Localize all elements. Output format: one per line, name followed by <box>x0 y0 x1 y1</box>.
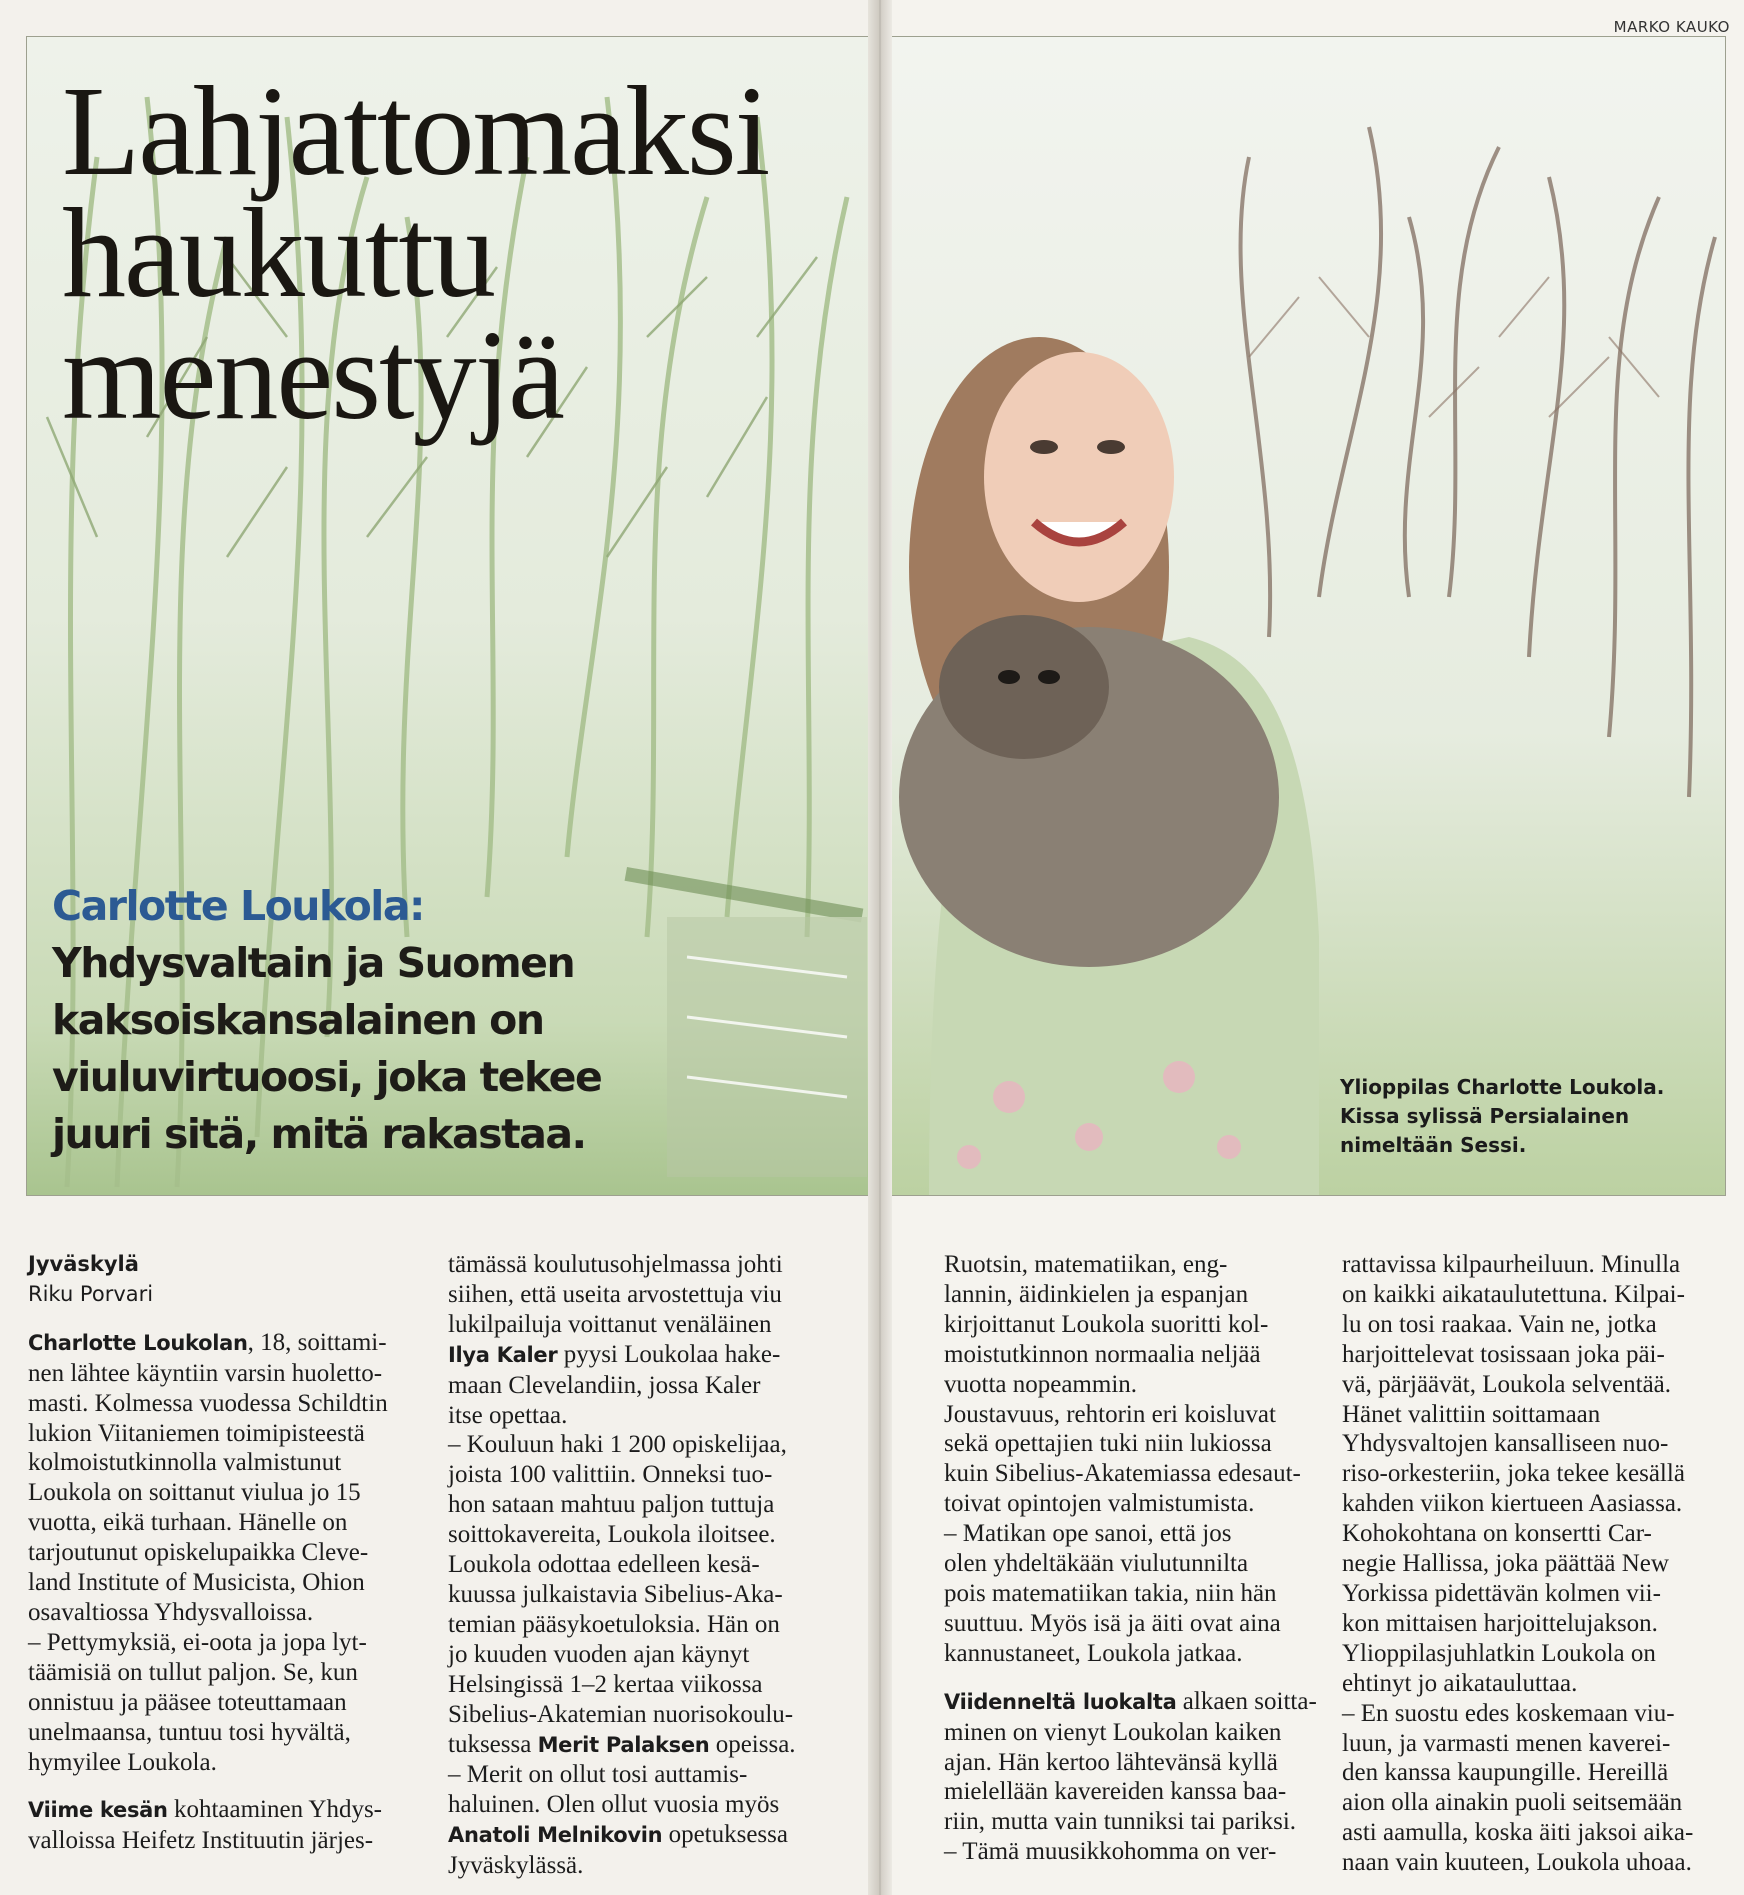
subhead-line: juuri sitä, mitä rakastaa. <box>52 1110 586 1158</box>
text-line: suuttuu. Myös isä ja äiti ovat aina <box>944 1609 1281 1637</box>
text-line: Kohokohtana on konsertti Car- <box>1342 1520 1652 1548</box>
text-line: masti. Kolmessa vuodessa Schildtin <box>28 1389 388 1417</box>
text-line: toivat opintojen valmistumista. <box>944 1490 1255 1518</box>
byline-author: Riku Porvari <box>28 1281 154 1306</box>
text-line: nen lähtee käyntiin varsin huoletto- <box>28 1359 383 1387</box>
caption-line: Ylioppilas Charlotte Loukola. <box>1340 1075 1665 1099</box>
text-line: jo kuuden vuoden ajan käynyt <box>448 1640 750 1668</box>
text-line: Loukola odottaa edelleen kesä- <box>448 1551 760 1579</box>
paragraph <box>944 1250 1322 1400</box>
text-line: lukion Viitaniemen toimipisteestä <box>28 1419 365 1447</box>
text-line: opetuksessa <box>662 1821 788 1849</box>
section-lead: Viime kesän <box>28 1798 168 1823</box>
paragraph <box>448 1550 823 1760</box>
text-line: Loukola on soittanut viulua jo 15 <box>28 1479 361 1507</box>
text-line: pois matematiikan takia, niin hän <box>944 1579 1277 1607</box>
caption-line: Kissa sylissä Persialainen <box>1340 1104 1630 1128</box>
text-line: vuotta, eikä turhaan. Hänelle on <box>28 1509 348 1537</box>
text-line: aion olla ainakin puoli seitsemään <box>1342 1789 1683 1817</box>
text-line: Yorkissa pidettävän kolmen vii- <box>1342 1579 1661 1607</box>
text-line: kirjoittanut Loukola suoritti kol- <box>944 1310 1269 1338</box>
article-column-1 <box>28 1250 413 1856</box>
text-line: olen yhdeltäkään viulutunnilta <box>944 1550 1249 1578</box>
text-line: onnistuu ja pääsee toteuttamaan <box>28 1688 347 1716</box>
text-line: land Institute of Musicista, Ohion <box>28 1569 365 1597</box>
text-line: ehtinyt jo aikatauluttaa. <box>1342 1669 1578 1697</box>
text-line: naan vain kuuteen, Loukola uhoaa. <box>1342 1849 1692 1877</box>
text-line: rattavissa kilpaurheiluun. Minulla <box>1342 1251 1681 1278</box>
text-line: mielellään kavereiden kanssa baa- <box>944 1778 1287 1806</box>
text-line: Helsingissä 1–2 kertaa viikossa <box>448 1670 763 1698</box>
text-line: , 18, soittami- <box>247 1328 387 1356</box>
text-line: – Kouluun haki 1 200 opiskelijaa, <box>448 1431 787 1459</box>
dateline <box>28 1250 413 1310</box>
text-line: itse opettaa. <box>448 1401 568 1429</box>
paragraph <box>944 1837 1322 1867</box>
person-name: Ilya Kaler <box>448 1342 558 1367</box>
person-name: Anatoli Melnikovin <box>448 1823 663 1848</box>
text-line: den kanssa kaupungille. Hereillä <box>1342 1759 1669 1787</box>
text-line: hon sataan mahtuu paljon tuttuja <box>448 1491 775 1519</box>
text-line: – Matikan ope sanoi, että jos <box>944 1520 1232 1548</box>
photo-caption <box>1340 1073 1680 1160</box>
text-line: – En suostu edes koskemaan viu- <box>1342 1699 1675 1727</box>
text-line: vuotta nopeammin. <box>944 1370 1138 1398</box>
text-line: siihen, että useita arvostettuja viu <box>448 1280 782 1308</box>
text-line: kon mittaisen harjoittelujakson. <box>1342 1609 1658 1637</box>
paragraph <box>1342 1639 1724 1699</box>
text-line: haluinen. Olen ollut vuosia myös <box>448 1791 780 1819</box>
text-line: Sibelius-Akatemian nuorisokoulu- <box>448 1700 794 1728</box>
article-column-3 <box>944 1250 1322 1867</box>
subhead-line: Yhdysvaltain ja Suomen <box>52 939 575 987</box>
paragraph <box>28 1795 413 1856</box>
text-line: lu on tosi raakaa. Vain ne, jotka <box>1342 1310 1657 1338</box>
text-line: temian pääsykoetuloksia. Hän on <box>448 1610 780 1638</box>
headline-line: haukuttu <box>62 182 494 324</box>
paragraph <box>448 1760 823 1881</box>
text-line: tämässä koulutusohjelmassa johti <box>448 1251 783 1278</box>
text-line: lukilpailuja voittanut venäläinen <box>448 1310 772 1338</box>
text-line: kuin Sibelius-Akatemiassa edesaut- <box>944 1460 1301 1488</box>
text-line: on kaikki aikataulutettuna. Kilpai- <box>1342 1280 1685 1308</box>
text-line: unelmaansa, tuntuu tosi hyvältä, <box>28 1718 351 1746</box>
person-name: Merit Palaksen <box>537 1732 710 1757</box>
article-column-2 <box>448 1250 823 1881</box>
dateline-place: Jyväskylä <box>28 1252 139 1276</box>
text-line: riin, mutta vain tunniksi tai pariksi. <box>944 1808 1297 1836</box>
paragraph <box>28 1328 413 1628</box>
text-line: luun, ja varmasti menen kaverei- <box>1342 1729 1671 1757</box>
text-line: täämisiä on tullut paljon. Se, kun <box>28 1658 358 1686</box>
paragraph <box>944 1400 1322 1520</box>
text-line: kolmoistutkinnolla valmistunut <box>28 1449 342 1477</box>
text-line: maan Clevelandiin, jossa Kaler <box>448 1371 761 1399</box>
caption-line: nimeltään Sessi. <box>1340 1133 1527 1157</box>
paragraph <box>944 1519 1322 1669</box>
paragraph <box>1342 1250 1724 1400</box>
text-line: tuksessa <box>448 1730 538 1758</box>
text-line: Joustavuus, rehtorin eri koisluvat <box>944 1400 1276 1428</box>
paragraph <box>448 1250 823 1430</box>
text-line: sekä opettajien tuki niin lukiossa <box>944 1430 1272 1458</box>
text-line: Jyväskylässä. <box>448 1852 584 1880</box>
text-line: Hänet valittiin soittamaan <box>1342 1400 1601 1428</box>
subhead-name: Carlotte Loukola: <box>52 882 424 930</box>
portrait-photo <box>888 36 1726 1196</box>
text-line: kuussa julkaistavia Sibelius-Aka- <box>448 1580 783 1608</box>
subheadline <box>52 878 692 1163</box>
page-fold <box>868 0 892 1895</box>
text-line: – Tämä muusikkohomma on ver- <box>944 1838 1277 1866</box>
text-line: minen on vienyt Loukolan kaiken <box>944 1718 1282 1746</box>
text-line: joista 100 valittiin. Onneksi tuo- <box>448 1461 773 1489</box>
lead-name: Charlotte Loukolan <box>28 1330 248 1355</box>
text-line: vä, pärjäävät, Loukola selventää. <box>1342 1370 1672 1398</box>
paragraph <box>28 1628 413 1778</box>
section-lead: Viidenneltä luokalta <box>944 1689 1177 1714</box>
text-line: ajan. Hän kertoo lähtevänsä kyllä <box>944 1748 1278 1776</box>
text-line: tarjoutunut opiskelupaikka Cleve- <box>28 1539 369 1567</box>
paragraph <box>944 1687 1322 1838</box>
text-line: alkaen soitta- <box>1176 1687 1317 1715</box>
paragraph <box>448 1430 823 1550</box>
headline-line: menestyjä <box>62 304 563 446</box>
text-line: riso-orkesteriin, joka tekee kesällä <box>1342 1460 1685 1488</box>
text-line: asti aamulla, koska äiti jaksoi aika- <box>1342 1819 1694 1847</box>
text-line: Ylioppilasjuhlatkin Loukola on <box>1342 1639 1656 1667</box>
text-line: negie Hallissa, joka päättää New <box>1342 1550 1669 1578</box>
paragraph <box>1342 1699 1724 1878</box>
text-line: harjoittelevat tosissaan joka päi- <box>1342 1340 1665 1368</box>
text-line: moistutkinnon normaalia neljää <box>944 1340 1261 1368</box>
text-line: kahden viikon kiertueen Aasiassa. <box>1342 1490 1683 1518</box>
headline <box>62 60 769 446</box>
subhead-line: viuluvirtuoosi, joka tekee <box>52 1053 602 1101</box>
photo-credit: MARKO KAUKO <box>1613 18 1730 36</box>
text-line: – Pettymyksiä, ei-oota ja jopa lyt- <box>28 1628 367 1656</box>
text-line: opeissa. <box>709 1730 796 1758</box>
text-line: Yhdysvaltojen kansalliseen nuo- <box>1342 1430 1669 1458</box>
text-line: hymyilee Loukola. <box>28 1748 217 1776</box>
text-line: lannin, äidinkielen ja espanjan <box>944 1280 1249 1308</box>
text-line: osavaltiossa Yhdysvalloissa. <box>28 1598 314 1626</box>
text-line: pyysi Loukolaa hake- <box>557 1340 781 1368</box>
text-line: kohtaaminen Yhdys- <box>167 1796 382 1824</box>
subhead-line: kaksoiskansalainen on <box>52 996 544 1044</box>
text-line: Ruotsin, matematiikan, eng- <box>944 1251 1228 1278</box>
text-line: soittokavereita, Loukola iloitsee. <box>448 1521 776 1549</box>
headline-line: Lahjattomaksi <box>62 60 769 202</box>
text-line: kannustaneet, Loukola jatkaa. <box>944 1639 1243 1667</box>
text-line: – Merit on ollut tosi auttamis- <box>448 1761 748 1789</box>
article-column-4 <box>1342 1250 1724 1878</box>
paragraph <box>1342 1400 1724 1639</box>
text-line: valloissa Heifetz Instituutin järjes- <box>28 1827 374 1855</box>
